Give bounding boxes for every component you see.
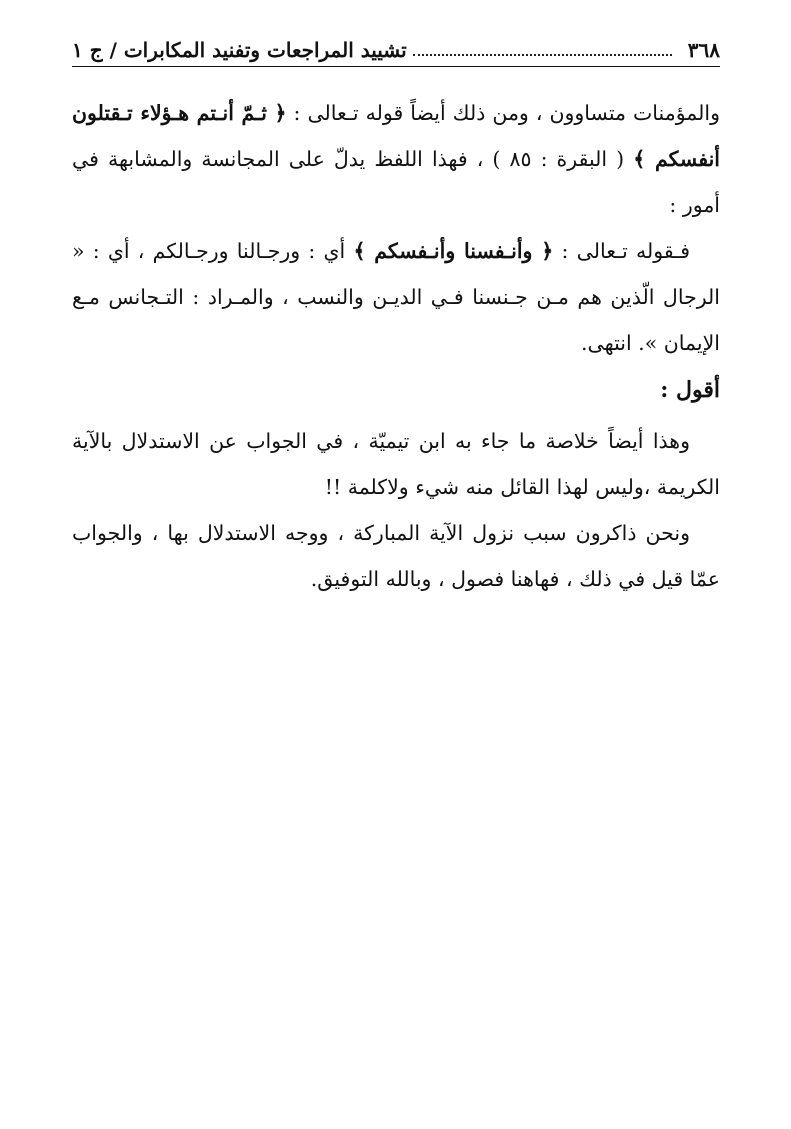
paragraph-2 (72, 228, 720, 366)
paragraph-2-text-a: فـقوله تـعالى : (553, 239, 691, 263)
running-header (72, 30, 720, 62)
paragraph-1-text-b: ( البقرة : ٨٥ ) ، فهذا اللفظ يدلّ على المجانسة والمشابهة في أمور : (72, 147, 720, 217)
quran-quote-1: ﴿ ثـمّ أنـتم هـؤلاء تـقتلون أنفسكم ﴾ (72, 101, 720, 171)
section-heading: أقول : (660, 377, 720, 403)
paragraph-2-text-b: أي : ورجـالنا ورجـالكم ، أي : « الرجال الّذين هم مـن جـنسنا فـي الديـن والنسب ، والمـراد : التـجانس مـع الإيمان ». انتهى. (72, 239, 720, 355)
header-rule (72, 66, 720, 67)
body-section-2 (72, 418, 720, 602)
paragraph-1 (72, 90, 720, 228)
paragraph-3: وهذا أيضاً خلاصة ما جاء به ابن تيميّة ، في الجواب عن الاستدلال بالآية الكريمة ،وليس لهذا القائل منه شيء ولاكلمة !! (72, 429, 720, 499)
header-dot-leader (413, 54, 672, 56)
body-section-1 (72, 90, 720, 366)
running-title: تشييد المراجعات وتفنيد المكابرات / ج ١ (72, 38, 407, 62)
page-number: ٣٦٨ (687, 38, 720, 62)
quran-quote-2: ﴿ وأنـفسنا وأنـفسكم ﴾ (353, 239, 554, 263)
paragraph-1-text-a: والمؤمنات متساوون ، ومن ذلك أيضاً قوله تـعالى : (286, 101, 720, 125)
paragraph-4: ونحن ذاكرون سبب نزول الآية المباركة ، ووجه الاستدلال بها ، والجواب عمّا قيل في ذلك ، فهاهنا فصول ، وبالله التوفيق. (72, 521, 720, 591)
